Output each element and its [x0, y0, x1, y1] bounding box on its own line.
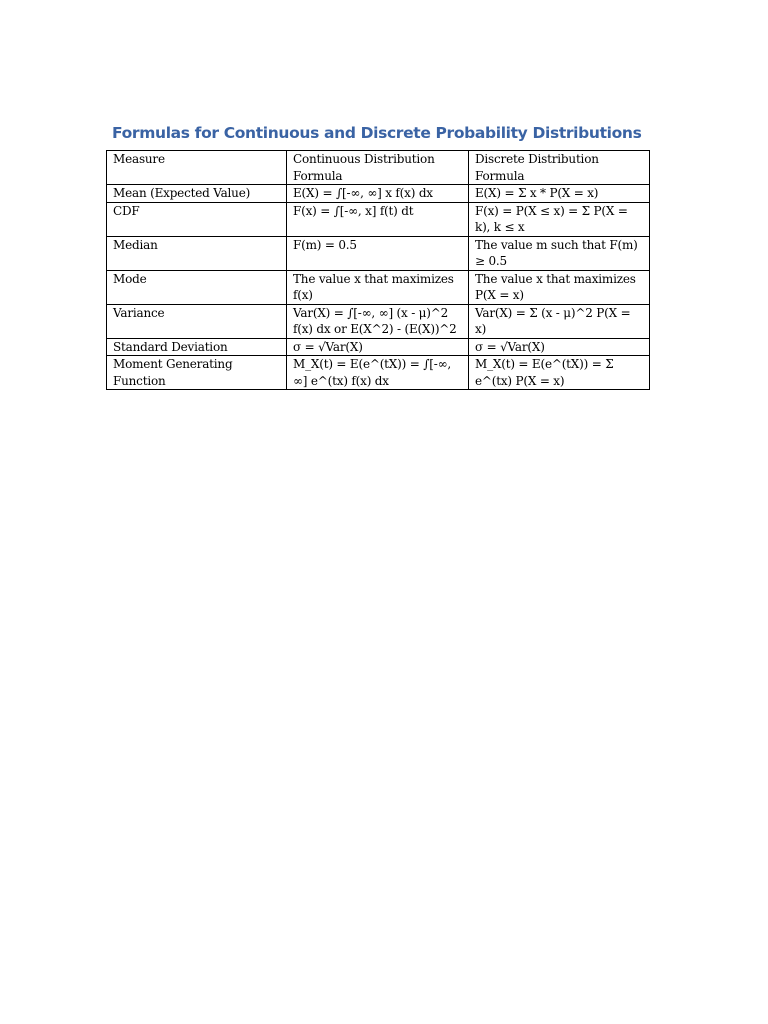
table-row	[107, 338, 650, 356]
measure-cell: Median	[107, 236, 287, 270]
continuous-formula-cell: F(m) = 0.5	[287, 236, 469, 270]
header-cell-discrete: Discrete Distribution Formula	[469, 151, 650, 185]
table-header-row	[107, 151, 650, 185]
table-row	[107, 185, 650, 203]
continuous-formula-cell: M_X(t) = E(e^(tX)) = ∫[-∞, ∞] e^(tx) f(x) dx	[287, 356, 469, 390]
discrete-formula-cell: The value m such that F(m) ≥ 0.5	[469, 236, 650, 270]
continuous-formula-cell: E(X) = ∫[-∞, ∞] x f(x) dx	[287, 185, 469, 203]
discrete-formula-cell: E(X) = Σ x * P(X = x)	[469, 185, 650, 203]
discrete-formula-cell: The value x that maximizes P(X = x)	[469, 270, 650, 304]
table-row	[107, 356, 650, 390]
table-row	[107, 304, 650, 338]
measure-cell: Mode	[107, 270, 287, 304]
formula-table	[106, 150, 650, 390]
measure-cell: CDF	[107, 202, 287, 236]
measure-cell: Moment Generating Function	[107, 356, 287, 390]
header-cell-measure: Measure	[107, 151, 287, 185]
continuous-formula-cell: F(x) = ∫[-∞, x] f(t) dt	[287, 202, 469, 236]
discrete-formula-cell: M_X(t) = E(e^(tX)) = Σ e^(tx) P(X = x)	[469, 356, 650, 390]
continuous-formula-cell: Var(X) = ∫[-∞, ∞] (x - μ)^2 f(x) dx or E(X^2) - (E(X))^2	[287, 304, 469, 338]
measure-cell: Mean (Expected Value)	[107, 185, 287, 203]
discrete-formula-cell: F(x) = P(X ≤ x) = Σ P(X = k), k ≤ x	[469, 202, 650, 236]
continuous-formula-cell: The value x that maximizes f(x)	[287, 270, 469, 304]
table-row	[107, 270, 650, 304]
table-row	[107, 202, 650, 236]
table-row	[107, 236, 650, 270]
header-cell-continuous: Continuous Distribution Formula	[287, 151, 469, 185]
measure-cell: Standard Deviation	[107, 338, 287, 356]
discrete-formula-cell: Var(X) = Σ (x - μ)^2 P(X = x)	[469, 304, 650, 338]
continuous-formula-cell: σ = √Var(X)	[287, 338, 469, 356]
discrete-formula-cell: σ = √Var(X)	[469, 338, 650, 356]
measure-cell: Variance	[107, 304, 287, 338]
document-title: Formulas for Continuous and Discrete Probability Distributions	[112, 124, 642, 142]
